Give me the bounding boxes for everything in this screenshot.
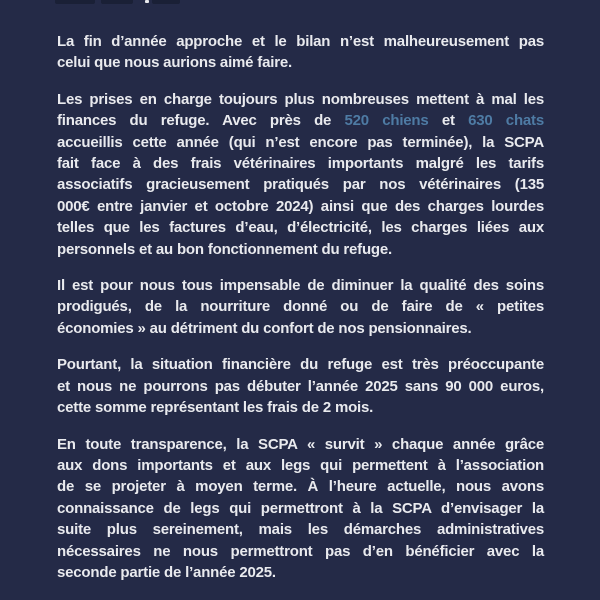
- paragraph-line: [57, 132, 544, 153]
- paragraph-line: [57, 217, 544, 238]
- text-segment: connaissance de legs qui permettront à la SCPA d’envisager la: [57, 499, 544, 517]
- text-segment: 000€ entre janvier et octobre 2024) ainsi que des charges lourdes: [57, 197, 544, 215]
- text-segment: La fin d’année approche et le bilan n’est malheureusement pas: [57, 33, 544, 50]
- text-segment: seconde partie de l’année 2025.: [57, 563, 276, 581]
- text-segment: suite plus sereinement, mais les démarches administratives: [57, 521, 544, 539]
- paragraph-line: [57, 31, 544, 52]
- text-segment: aux dons importants et aux legs qui permettent à l’association: [57, 456, 544, 474]
- paragraph-line: [57, 541, 544, 562]
- paragraph-line: [57, 562, 544, 583]
- text-segment: associatifs gracieusement pratiqués par nos vétérinaires (135: [57, 176, 544, 194]
- text-segment: Les prises en charge toujours plus nombreuses mettent à mal les: [57, 90, 544, 108]
- paragraph: [57, 275, 544, 339]
- paragraph-line: [57, 153, 544, 174]
- text-segment: finances du refuge. Avec près de: [57, 112, 345, 130]
- paragraph-line: [57, 52, 544, 73]
- text-segment: Il est pour nous tous impensable de diminuer la qualité des soins: [57, 277, 544, 295]
- paragraph: [57, 354, 544, 418]
- paragraph-line: [57, 89, 544, 110]
- paragraph-line: [57, 275, 544, 296]
- paragraph-line: [57, 196, 544, 217]
- text-segment: de se projeter à moyen terme. À l’heure actuelle, nous avons: [57, 478, 544, 496]
- text-segment: personnels et au bon fonctionnement du refuge.: [57, 240, 392, 258]
- paragraph-line: [57, 455, 544, 476]
- paragraph-line: [57, 476, 544, 497]
- paragraph: [57, 89, 544, 260]
- text-segment: accueillis cette année (qui n’est encore pas terminée), la SCPA: [57, 133, 544, 151]
- paragraph-line: [57, 110, 544, 131]
- paragraph: [57, 31, 544, 74]
- text-segment: prodigués, de la nourriture donné ou de faire de « petites: [57, 298, 544, 316]
- paragraph-line: [57, 434, 544, 455]
- text-segment: nécessaires ne nous permettront pas d’en bénéficier avec la: [57, 542, 544, 560]
- text-segment: économies » au détriment du confort de nos pensionnaires.: [57, 319, 472, 337]
- clipped-glyph-mark: [152, 0, 180, 4]
- paragraph-line: [57, 239, 544, 260]
- text-segment: fait face à des frais vétérinaires importants malgré les tarifs: [57, 155, 544, 173]
- paragraph-line: [57, 397, 544, 418]
- text-segment: et nous ne pourrons pas débuter l’année 2025 sans 90 000 euros,: [57, 377, 544, 395]
- paragraph-line: [57, 519, 544, 540]
- text-segment: celui que nous aurions aimé faire.: [57, 54, 292, 72]
- accent-segment: 630 chats: [468, 112, 544, 130]
- accent-segment: 520 chiens: [344, 112, 429, 130]
- text-segment: cette somme représentant les frais de 2 mois.: [57, 399, 374, 417]
- text-segment: et: [428, 112, 469, 130]
- paragraph-line: [57, 318, 544, 339]
- clipped-glyph-mark: [55, 0, 95, 4]
- text-body: [57, 31, 544, 583]
- clipped-text-fragment: [0, 0, 600, 6]
- paragraph: [57, 434, 544, 584]
- paragraph-line: [57, 296, 544, 317]
- clipped-glyph-dot: [145, 0, 149, 3]
- paragraph-line: [57, 498, 544, 519]
- text-segment: telles que les factures d’eau, d’électricité, les charges liées aux: [57, 219, 544, 237]
- text-segment: Pourtant, la situation financière du refuge est très préoccupante: [57, 356, 544, 374]
- paragraph-line: [57, 174, 544, 195]
- clipped-glyph-mark: [101, 0, 133, 4]
- text-segment: En toute transparence, la SCPA « survit » chaque année grâce: [57, 435, 544, 453]
- paragraph-line: [57, 354, 544, 375]
- paragraph-line: [57, 376, 544, 397]
